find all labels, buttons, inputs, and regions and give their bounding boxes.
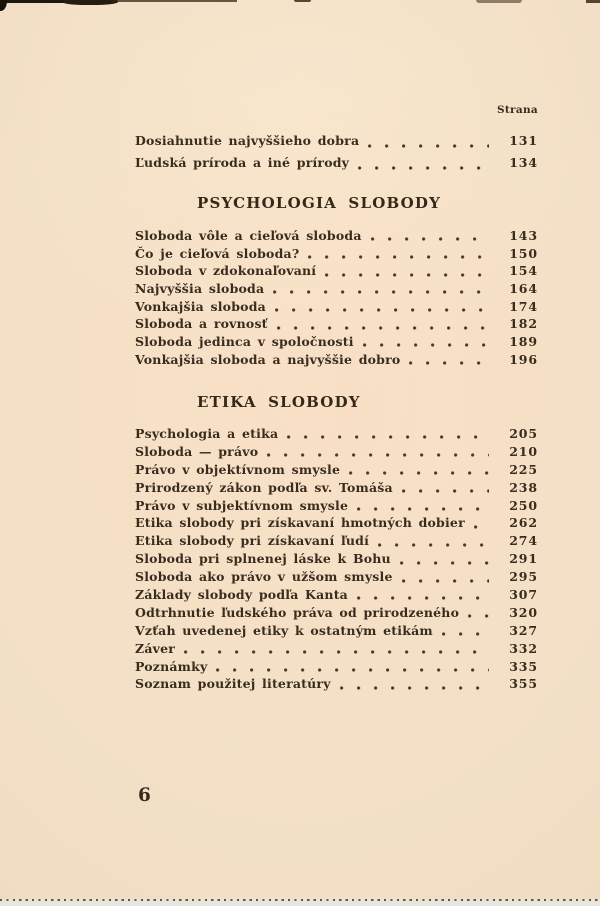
dot-leader: [184, 650, 489, 654]
toc-entry-page: 205: [509, 426, 538, 441]
toc-entry-label: Sloboda vôle a cieľová sloboda: [135, 228, 362, 243]
dot-leader: [402, 489, 489, 493]
toc-entry-page: 274: [509, 533, 538, 549]
toc-entry-page: 327: [509, 622, 538, 638]
toc-entry: [135, 333, 538, 351]
dot-leader: [273, 290, 489, 294]
dot-leader: [402, 579, 489, 583]
toc-intro-entries: [135, 130, 538, 173]
toc-entry-page: 134: [509, 154, 538, 170]
toc-entry-label: Vonkajšia sloboda: [135, 298, 266, 314]
toc-entry-page: 307: [509, 587, 538, 603]
toc-entry: [135, 586, 538, 604]
dot-leader: [267, 453, 489, 457]
toc-entry-label: Soznam použitej literatúry: [135, 676, 331, 692]
scan-edge-artifact: [0, 0, 7, 11]
dot-leader: [277, 326, 489, 330]
toc-entry: [135, 280, 538, 298]
toc-entry: [135, 130, 538, 152]
toc-entry-page: 182: [509, 316, 538, 332]
section-heading-psychologia-slobody: PSYCHOLOGIA SLOBODY: [197, 194, 442, 212]
toc-entry-page: 164: [509, 281, 538, 297]
toc-entry: [135, 550, 538, 568]
scan-bottom-edge: [0, 899, 600, 906]
toc-entry: [135, 443, 538, 461]
toc-entry-label: Sloboda v zdokonaľovaní: [135, 263, 317, 279]
toc-entry-label: Právo v subjektívnom smysle: [135, 497, 349, 513]
dot-leader: [275, 308, 489, 312]
toc-entry: [135, 622, 538, 640]
toc-entry-label: Vonkajšia sloboda a najvyššie dobro: [135, 351, 401, 367]
toc-entry-page: 210: [509, 443, 538, 459]
toc-entry-page: 335: [509, 658, 538, 674]
toc-entry: [135, 568, 538, 586]
dot-leader: [371, 237, 489, 241]
toc-entry-page: 332: [509, 640, 538, 656]
toc-entry-label: Sloboda — právo: [135, 443, 259, 459]
toc-entry-page: 189: [509, 334, 538, 350]
toc-entry-label: Etika slobody pri získavaní ľudí: [135, 533, 370, 549]
toc-entry-label: Právo v objektívnom smysle: [135, 461, 341, 477]
toc-entry: [135, 658, 538, 676]
toc-entry-label: Základy slobody podľa Kanta: [135, 587, 348, 603]
toc-entry-page: 131: [509, 133, 538, 148]
toc-entry-label: Vzťah uvedenej etiky k ostatným etikám: [135, 622, 433, 638]
toc-entry-page: 154: [509, 263, 538, 279]
dot-leader: [368, 144, 489, 148]
dot-leader: [468, 614, 489, 618]
toc-entry: [135, 298, 538, 316]
toc-entry-page: 150: [509, 245, 538, 261]
dot-leader: [340, 686, 489, 690]
page-column-header: Strana: [496, 104, 538, 116]
toc-entry-label: Sloboda jedinca v spoločnosti: [135, 334, 354, 350]
dot-leader: [216, 668, 489, 672]
dot-leader: [363, 343, 489, 347]
toc-entry-page: 250: [509, 497, 538, 513]
scan-edge-artifact: [586, 0, 600, 3]
toc-entry-page: 291: [509, 551, 538, 567]
toc-entry-page: 295: [509, 569, 538, 585]
toc-entry-page: 143: [509, 228, 538, 243]
dot-leader: [400, 561, 489, 565]
toc-entry: [135, 245, 538, 263]
toc-entry: [135, 497, 538, 515]
toc-entry: [135, 227, 538, 245]
toc-section-etika-entries: [135, 425, 538, 693]
scan-edge-artifact: [0, 0, 118, 3]
toc-entry-page: 174: [509, 298, 538, 314]
toc-entry-page: 262: [509, 515, 538, 531]
toc-entry-label: Prirodzený zákon podľa sv. Tomáša: [135, 479, 393, 495]
toc-entry-label: Etika slobody pri získavaní hmotných dobier: [135, 515, 465, 531]
toc-entry: [135, 532, 538, 550]
folio-page-number: 6: [138, 785, 152, 806]
toc-entry-label: Poznámky: [135, 658, 208, 674]
dot-leader: [349, 471, 489, 475]
toc-entry-label: Najvyššia sloboda: [135, 281, 265, 297]
toc-entry-page: 320: [509, 604, 538, 620]
toc-entry: [135, 479, 538, 497]
dot-leader: [378, 543, 489, 547]
toc-entry-page: 238: [509, 479, 538, 495]
toc-entry: [135, 351, 538, 369]
toc-entry: [135, 675, 538, 693]
scan-edge-artifact: [476, 0, 522, 3]
dot-leader: [308, 255, 489, 259]
toc-entry-page: 196: [509, 351, 538, 367]
scan-edge-artifact: [64, 0, 116, 5]
dot-leader: [358, 166, 489, 170]
toc-entry: [135, 425, 538, 443]
toc-entry-label: Sloboda pri splnenej láske k Bohu: [135, 551, 391, 567]
toc-entry-label: Čo je cieľová sloboda?: [135, 245, 300, 261]
dot-leader: [325, 273, 489, 277]
dot-leader: [474, 525, 489, 529]
scan-edge-artifact: [294, 0, 311, 2]
toc-entry-page: 355: [509, 676, 538, 692]
toc-entry-label: Sloboda ako právo v užšom smysle: [135, 569, 393, 585]
toc-entry: [135, 461, 538, 479]
toc-entry-label: Odtrhnutie ľudského práva od prirodzeného: [135, 604, 460, 620]
toc-section-psychologia-entries: [135, 227, 538, 369]
dot-leader: [287, 435, 489, 439]
toc-entry: [135, 152, 538, 174]
toc-entry: [135, 315, 538, 333]
scan-edge-artifact: [112, 0, 237, 2]
toc-entry-label: Záver: [135, 640, 176, 656]
toc-entry-label: Sloboda a rovnosť: [135, 316, 268, 332]
section-heading-etika-slobody: ETIKA SLOBODY: [197, 393, 361, 411]
toc-entry-label: Dosiahnutie najvyššieho dobra: [135, 133, 360, 148]
dot-leader: [357, 507, 489, 511]
toc-entry: [135, 514, 538, 532]
toc-entry: [135, 640, 538, 658]
dot-leader: [357, 596, 489, 600]
dot-leader: [442, 632, 489, 636]
dot-leader: [409, 361, 489, 365]
toc-entry-label: Ľudská príroda a iné prírody: [135, 154, 350, 170]
toc-entry: [135, 262, 538, 280]
toc-entry: [135, 604, 538, 622]
toc-entry-page: 225: [509, 461, 538, 477]
toc-entry-label: Psychologia a etika: [135, 426, 279, 441]
